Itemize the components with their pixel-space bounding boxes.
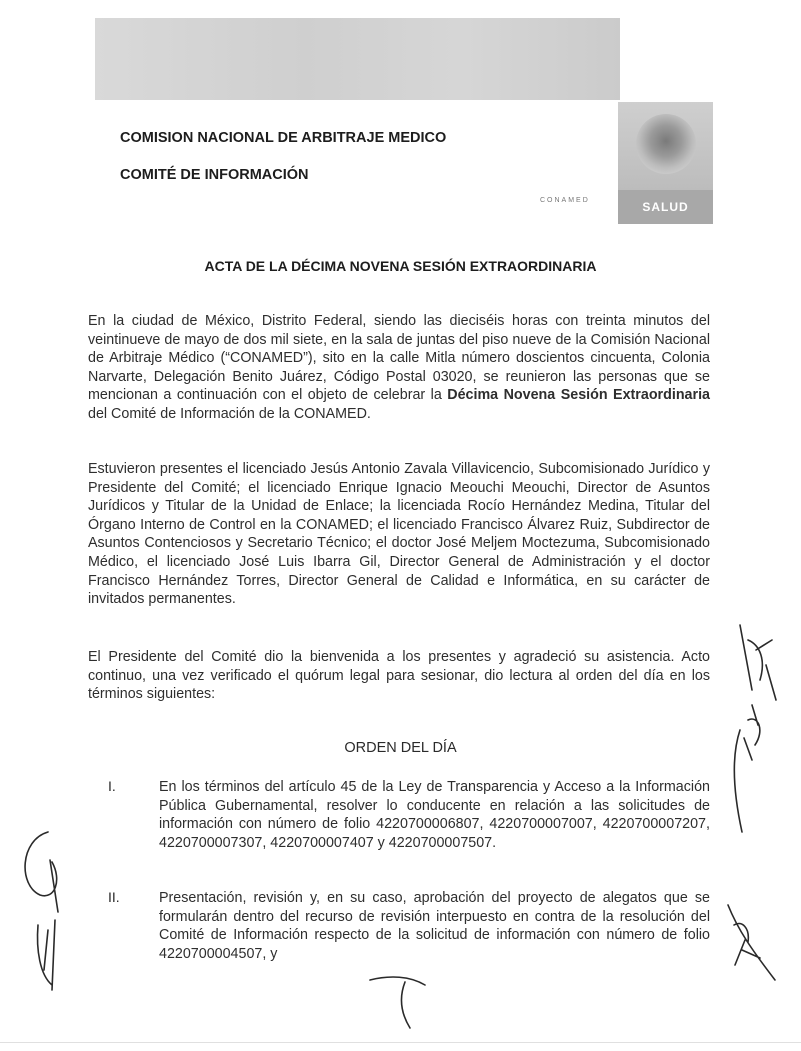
- document-title: ACTA DE LA DÉCIMA NOVENA SESIÓN EXTRAORDINARIA: [204, 258, 597, 274]
- signature-initial-4: [25, 832, 58, 912]
- salud-badge: SALUD: [618, 190, 713, 224]
- signature-initial-3: [728, 905, 775, 980]
- paragraph-welcome: El Presidente del Comité dio la bienvenida a los presentes y agradeció su asistencia. Acto continuo, una vez verificado el quórum legal para sesionar, dio lectura al orden del día en los términos siguientes:: [88, 649, 710, 703]
- agenda-item-number: II.: [108, 889, 120, 905]
- org-name: COMISION NACIONAL DE ARBITRAJE MEDICO: [120, 130, 447, 146]
- paragraph-opening-end: del Comité de Información de la CONAMED.: [88, 405, 371, 422]
- committee-name: COMITÉ DE INFORMACIÓN: [120, 167, 309, 183]
- agenda-item-text: En los términos del artículo 45 de la Ley de Transparencia y Acceso a la Información Pública Gubernamental, resolver lo conducente en relación a las solicitudes de información con número de folio 4220700006807, 4220700007007, 4220700007207, 4220700007307, 4220700007407 y 4220700007507.: [159, 779, 710, 851]
- agenda-item-number: I.: [108, 778, 116, 794]
- agenda-item-text: Presentación, revisión y, en su caso, aprobación del proyecto de alegatos que se formularán dentro del recurso de revisión interpuesto en contra de la resolución del Comité de Información respecto de la solicitud de información con número de folio 4220700004507, y: [159, 890, 710, 962]
- signature-initial-6: [370, 977, 425, 1028]
- signature-initial-2: [734, 705, 759, 832]
- page-bottom-edge: [0, 1042, 801, 1043]
- conamed-small-label: CONAMED: [540, 197, 590, 204]
- signature-initial-5: [38, 920, 55, 990]
- agenda-heading: ORDEN DEL DÍA: [344, 740, 457, 756]
- paragraph-attendees: Estuvieron presentes el licenciado Jesús Antonio Zavala Villavicencio, Subcomisionado Jurídico y Presidente del Comité; el licenciado Enrique Ignacio Meouchi Meouchi, Director de Asuntos Jurídicos y Titular de la Unidad de Enlace; la licenciada Rocío Hernández Medina, Titular del Órgano Interno de Control en la CONAMED; el licenciado Francisco Álvarez Ruiz, Subdirector de Asuntos Contenciosos y Secretario Técnico; el doctor José Meljem Moctezuma, Subcomisionado Médico, el licenciado José Luis Ibarra Gil, Director General de Administración y el doctor Francisco Hernández Torres, Director General de Calidad e Informática, en su carácter de invitados permanentes.: [88, 461, 710, 608]
- paragraph-opening-start: En la ciudad de México, Distrito Federal, siendo las dieciséis horas con treinta minutos del veintinueve de mayo de dos mil siete, en la sala de juntas del piso nueve de la Comisión Nacional de Arbitraje Médico (“CONAMED”), sito en la calle Mitla número doscientos cincuenta, Colonia Narvarte, Delegación Benito Juárez, Código Postal 03020, se reunieron las personas que se mencionan a continuación con el objeto de celebrar la: [88, 313, 710, 404]
- signature-initial-1: [740, 625, 776, 700]
- session-name: Décima Novena Sesión Extraordinaria: [447, 387, 710, 404]
